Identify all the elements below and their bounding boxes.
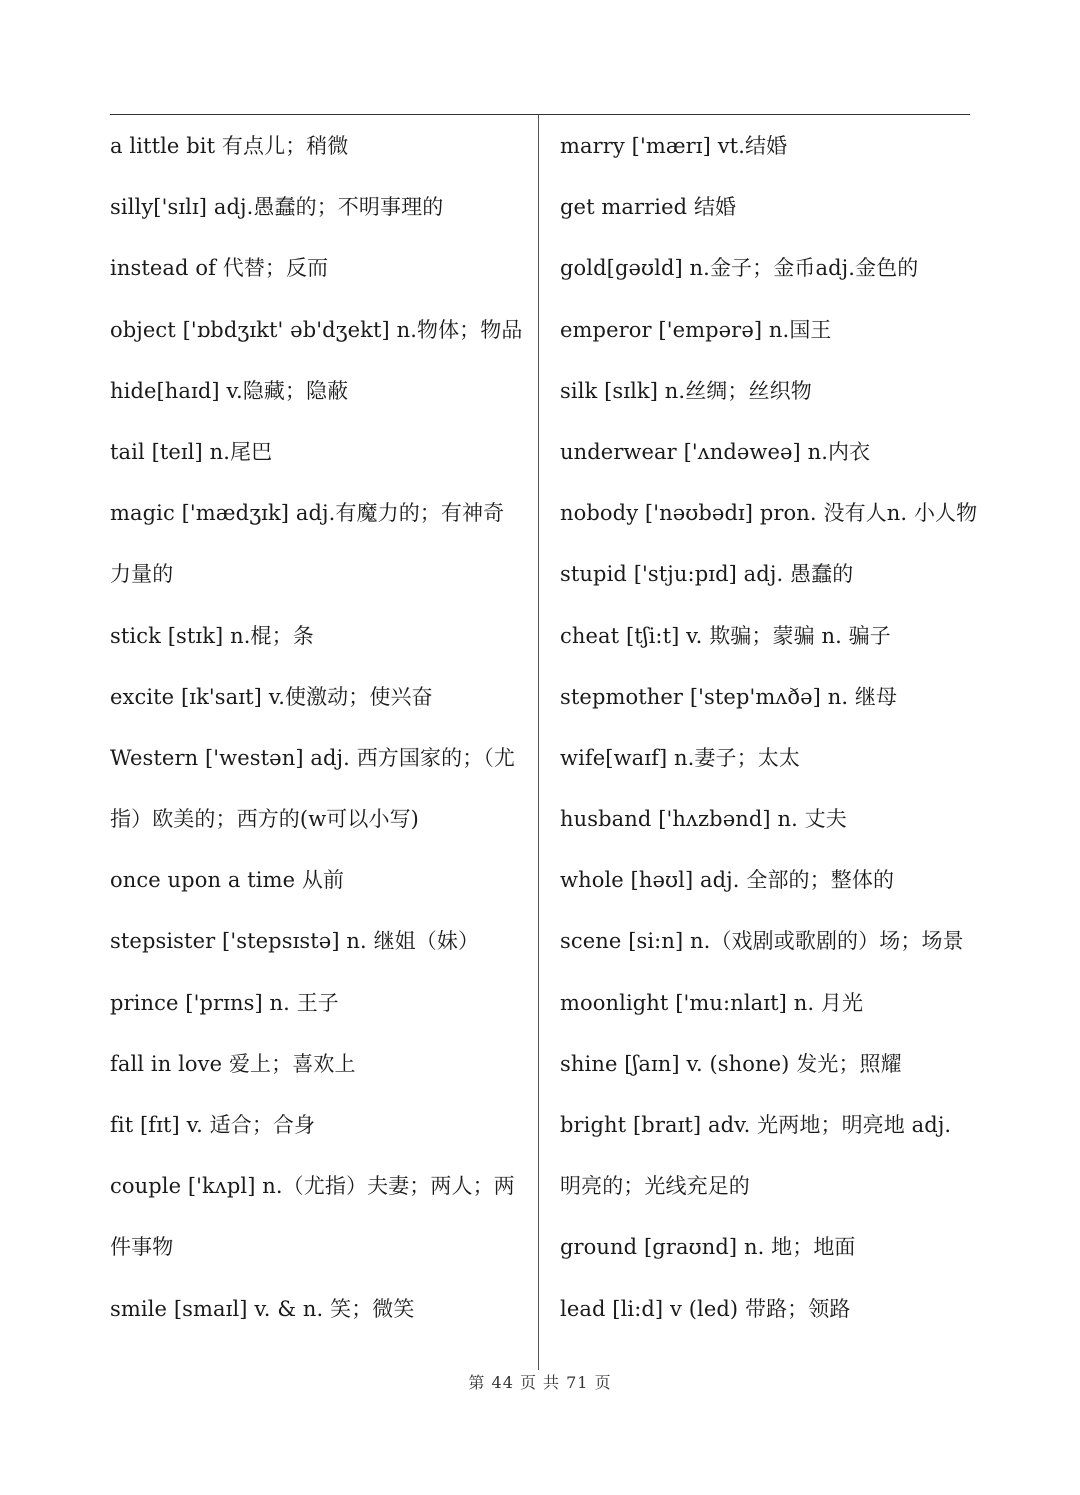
vocab-line: underwear ['ʌndəweə] n.内衣	[560, 439, 871, 464]
vocab-line: object ['ɒbdʒɪkt' əb'dʒekt] n.物体；物品	[110, 317, 523, 342]
vocab-line: smile [smaɪl] v. & n. 笑；微笑	[110, 1296, 415, 1321]
vocab-line: tail [teɪl] n.尾巴	[110, 439, 273, 464]
vocab-line: 力量的	[110, 562, 174, 587]
left-vocab-column	[110, 116, 530, 1340]
column-divider	[538, 115, 539, 1370]
vocab-line: hide[haɪd] v.隐藏；隐蔽	[110, 378, 349, 403]
vocab-line: silk [sɪlk] n.丝绸；丝织物	[560, 378, 812, 403]
vocab-line: lead [li:d] v (led) 带路；领路	[560, 1296, 851, 1321]
vocab-line: instead of 代替；反而	[110, 256, 329, 281]
vocab-line: excite [ɪk'saɪt] v.使激动；使兴奋	[110, 684, 433, 709]
vocab-line: husband ['hʌzbənd] n. 丈夫	[560, 807, 847, 832]
vocab-line: scene [si:n] n.（戏剧或歌剧的）场；场景	[560, 929, 964, 954]
vocab-line: gold[gəʊld] n.金子；金币adj.金色的	[560, 256, 919, 281]
vocab-line: stepsister ['stepsɪstə] n. 继姐（妹）	[110, 929, 480, 954]
top-rule	[110, 114, 970, 115]
vocab-line: 件事物	[110, 1235, 174, 1260]
vocab-line: wife[waɪf] n.妻子；太太	[560, 745, 800, 770]
vocab-line: silly['sɪlɪ] adj.愚蠢的；不明事理的	[110, 195, 444, 220]
vocab-line: fit [fɪt] v. 适合；合身	[110, 1113, 316, 1137]
vocab-line: magic ['mædʒɪk] adj.有魔力的；有神奇	[110, 501, 505, 526]
vocab-line: shine [ʃaɪn] v. (shone) 发光；照耀	[560, 1051, 902, 1076]
vocab-line: stick [stɪk] n.棍；条	[110, 623, 314, 648]
vocab-line: ground [graʊnd] n. 地；地面	[560, 1235, 856, 1260]
vocab-line: prince ['prɪns] n. 王子	[110, 990, 339, 1015]
vocab-line: couple ['kʌpl] n.（尤指）夫妻；两人；两	[110, 1174, 515, 1199]
vocab-line: moonlight ['mu:nlaɪt] n. 月光	[560, 990, 864, 1015]
vocab-line: bright [braɪt] adv. 光两地；明亮地 adj.	[560, 1113, 952, 1137]
vocab-line: stepmother ['step'mʌðə] n. 继母	[560, 684, 898, 709]
vocab-line: stupid ['stju:pɪd] adj. 愚蠢的	[560, 562, 854, 587]
vocab-line: once upon a time 从前	[110, 868, 345, 893]
right-vocab-column	[560, 116, 980, 1340]
vocab-line: whole [həʊl] adj. 全部的；整体的	[560, 868, 895, 893]
vocab-line: Western ['westən] adj. 西方国家的；（尤	[110, 745, 516, 770]
vocab-line: nobody ['nəʊbədɪ] pron. 没有人n. 小人物	[560, 501, 978, 526]
vocab-line: emperor ['empərə] n.国王	[560, 317, 832, 342]
vocab-line: cheat [tʃi:t] v. 欺骗；蒙骗 n. 骗子	[560, 623, 891, 648]
page-footer: 第 44 页 共 71 页	[468, 1373, 612, 1392]
vocab-line: 指）欧美的；西方的(w可以小写)	[110, 807, 419, 832]
vocab-line: get married 结婚	[560, 195, 737, 220]
vocab-line: fall in love 爱上；喜欢上	[110, 1051, 356, 1076]
vocab-line: 明亮的；光线充足的	[560, 1174, 750, 1199]
vocab-line: marry ['mærɪ] vt.结婚	[560, 134, 788, 158]
vocab-line: a little bit 有点儿；稍微	[110, 134, 349, 158]
